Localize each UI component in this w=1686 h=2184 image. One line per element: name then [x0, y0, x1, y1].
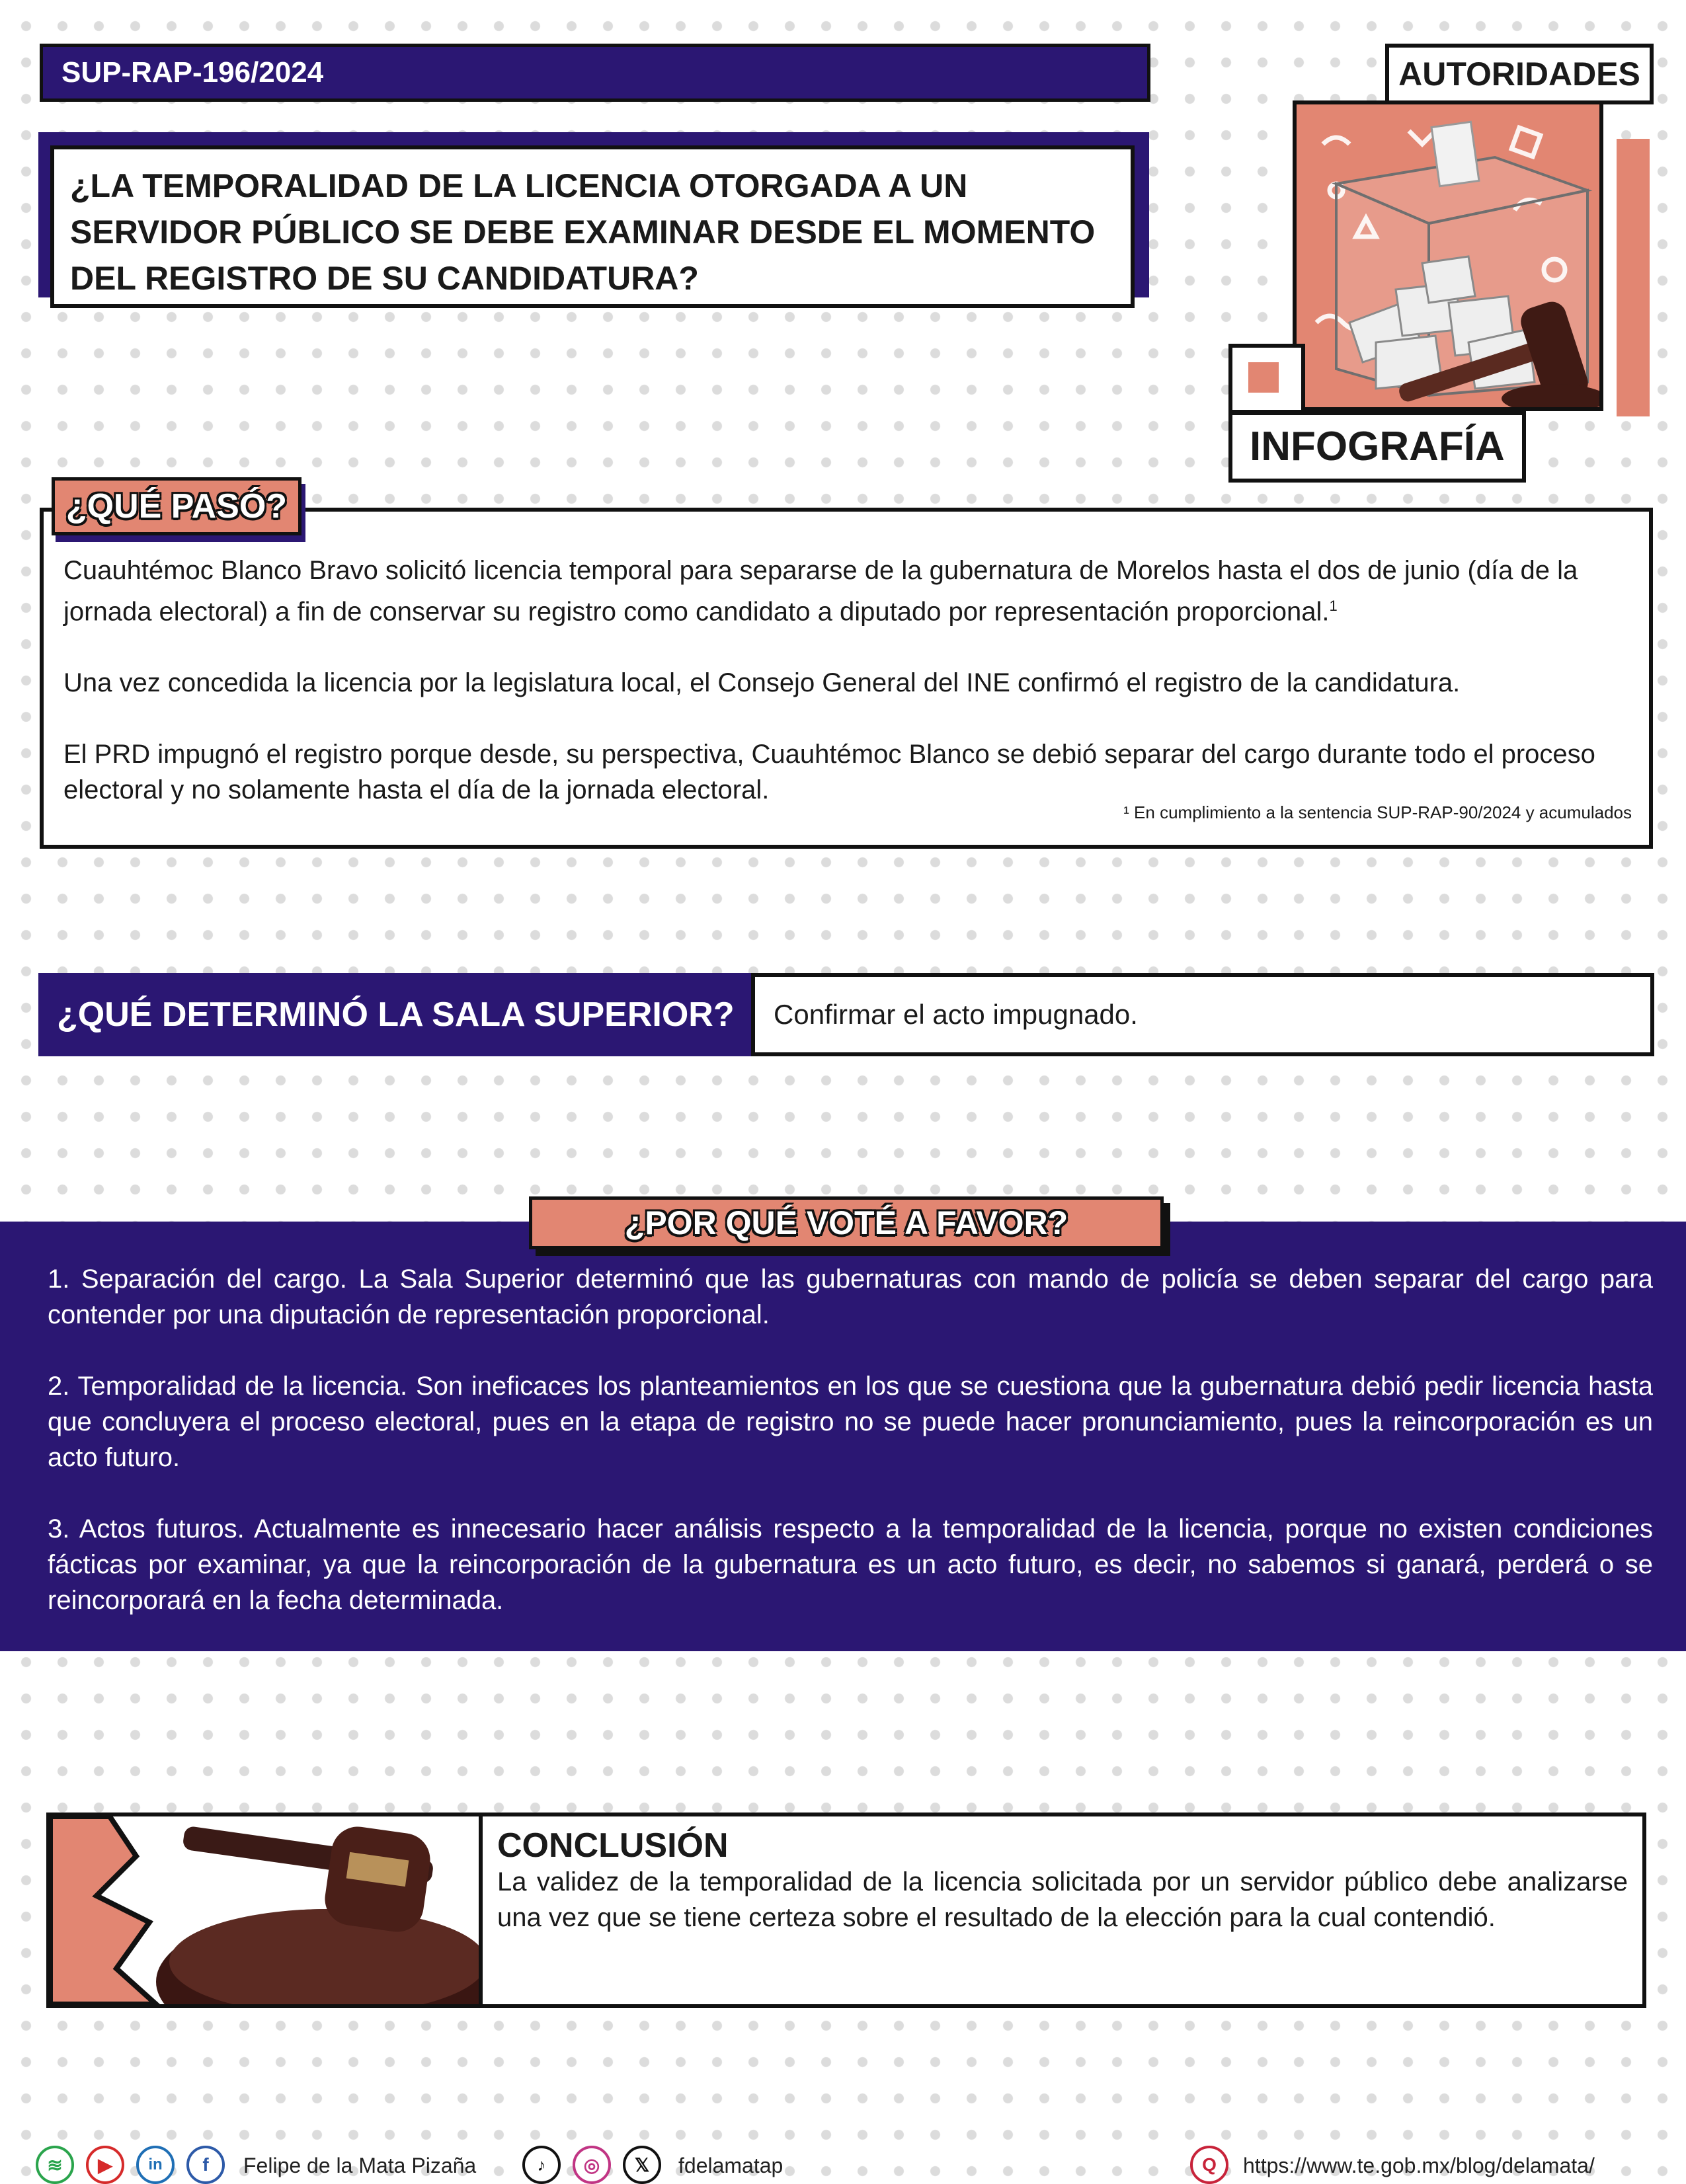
- main-question: ¿LA TEMPORALIDAD DE LA LICENCIA OTORGADA A UN SERVIDOR PÚBLICO SE DEBE EXAMINAR DESDE EL MOMENTO DEL REGISTRO DE SU CANDIDATURA?: [70, 167, 1096, 297]
- why-voted-point-3: 3. Actos futuros. Actualmente es innecesario hacer análisis respecto a la temporalidad de la licencia, porque no existen condiciones fácticas por examinar, ya que la reincorporación de la gubernatura es un acto futuro, es decir, no sabemos si ganará, perderá o se reincorporará en la fecha determinada.: [48, 1514, 1653, 1615]
- decorative-square: [1248, 362, 1279, 393]
- why-voted-point-1: 1. Separación del cargo. La Sala Superior determinó que las gubernaturas con mando de policía se deben separar del cargo para contender por una diputación de representación proporcional.: [48, 1265, 1653, 1329]
- why-voted-point-2: 2. Temporalidad de la licencia. Son ineficaces los planteamientos en los que se cuestiona que la gubernatura debió pedir licencia hasta que concluyera el proceso electoral, pues en la etapa de registro no se puede hacer pronunciamiento, pues la reincorporación es un acto futuro.: [48, 1372, 1653, 1472]
- spotify-icon[interactable]: ≋: [36, 2146, 74, 2184]
- what-determined-title-box: [38, 973, 756, 1056]
- instagram-icon[interactable]: ◎: [573, 2146, 611, 2184]
- decorative-stripe: [1617, 139, 1650, 416]
- what-happened-paragraph-1: Cuauhtémoc Blanco Bravo solicitó licencia temporal para separarse de la gubernatura de Morelos hasta el dos de junio (día de la jornada electoral) a fin de conservar su registro como candidato a diputado por representación proporcional.$^1$: [63, 556, 1578, 627]
- main-question-box: [50, 145, 1135, 308]
- footer-name: Felipe de la Mata Pizaña: [243, 2154, 477, 2177]
- tiktok-icon[interactable]: ♪: [522, 2146, 561, 2184]
- conclusion-text: La validez de la temporalidad de la licencia solicitada por un servidor público debe analizarse una vez que se tiene certeza sobre el resultado de la elección para la cual contendió.: [497, 1867, 1628, 1932]
- footer-handle: fdelamatap: [678, 2154, 783, 2177]
- authorities-label-text: AUTORIDADES: [1398, 56, 1640, 93]
- what-determined-answer: Confirmar el acto impugnado.: [774, 999, 1138, 1030]
- what-happened-paragraph-2: Una vez concedida la licencia por la legislatura local, el Consejo General del INE confirmó el registro de la candidatura.: [63, 668, 1461, 698]
- what-happened-box: [40, 508, 1653, 849]
- footer-url[interactable]: https://www.te.gob.mx/blog/delamata/: [1243, 2154, 1595, 2177]
- what-happened-tag: [52, 477, 301, 535]
- youtube-icon[interactable]: ▶: [86, 2146, 124, 2184]
- conclusion-title: CONCLUSIÓN: [497, 1826, 729, 1865]
- case-number: SUP-RAP-196/2024: [61, 56, 324, 89]
- why-voted-points: [48, 1261, 1653, 1654]
- x-icon[interactable]: 𝕏: [623, 2146, 661, 2184]
- what-happened-paragraph-3: El PRD impugnó el registro porque desde, su perspectiva, Cuauhtémoc Blanco se debió separar del cargo durante todo el proceso electoral y no solamente hasta el día de la jornada electoral.: [63, 740, 1595, 805]
- authorities-label: [1385, 44, 1654, 104]
- ballot-box-image: [1293, 100, 1603, 411]
- gavel-image: [50, 1816, 483, 2004]
- facebook-icon[interactable]: f: [186, 2146, 225, 2184]
- footnote: ¹ En cumplimiento a la sentencia SUP-RAP-90/2024 y acumulados: [1123, 802, 1632, 822]
- case-number-bar: [40, 44, 1150, 102]
- why-voted-title: ¿POR QUÉ VOTÉ A FAVOR?: [624, 1204, 1068, 1241]
- infographic-label-text: INFOGRAFÍA: [1250, 424, 1505, 469]
- what-determined-answer-box: [751, 973, 1654, 1056]
- what-happened-title: ¿QUÉ PASÓ?: [65, 487, 288, 526]
- web-search-icon[interactable]: Q: [1190, 2146, 1228, 2184]
- why-voted-tag: [529, 1196, 1164, 1249]
- infographic-label: [1228, 411, 1526, 483]
- footnote-mark: 1: [1329, 598, 1338, 614]
- linkedin-icon[interactable]: in: [136, 2146, 175, 2184]
- what-determined-title: ¿QUÉ DETERMINÓ LA SALA SUPERIOR?: [57, 995, 735, 1034]
